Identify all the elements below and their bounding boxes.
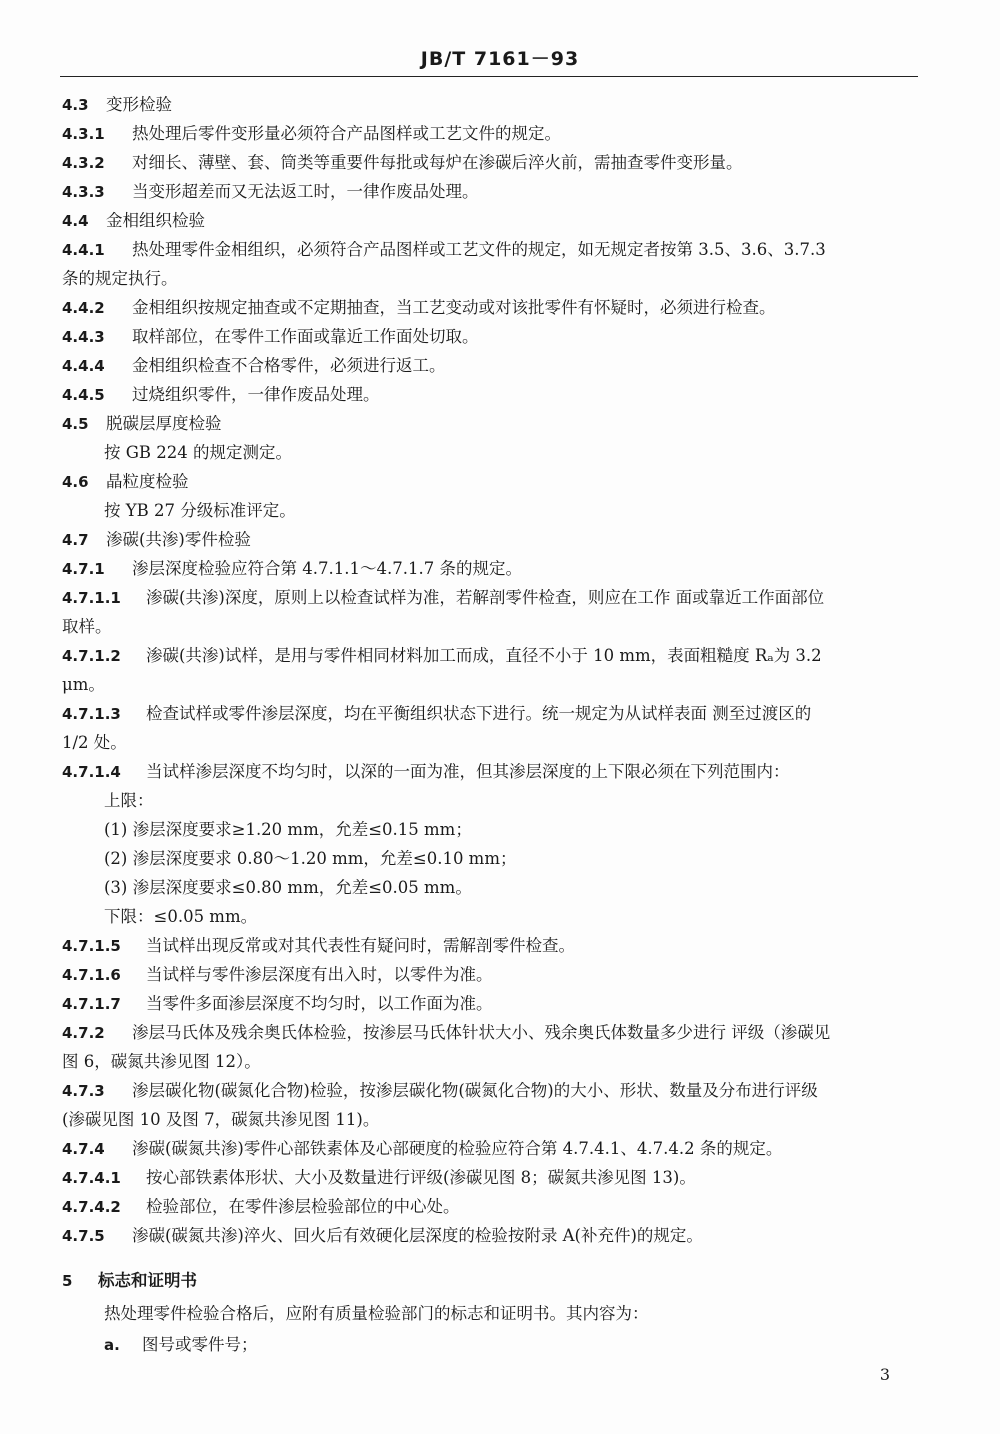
text-line [62,1330,920,1359]
header-rule [60,76,918,77]
clause-text: (2) 渗层深度要求 0.80～1.20 mm，允差≤0.10 mm； [104,849,517,868]
clause-text: 渗层碳化物(碳氮化合物)检验，按渗层碳化物(碳氮化合物)的大小、形状、数量及分布进行评级 [132,1081,818,1100]
clause-number: 4.5 [62,415,89,433]
clause-number: 4.7.1.4 [62,763,121,781]
text-line [62,351,920,380]
text-line [62,293,920,322]
text-line [62,1221,920,1250]
clause-text: 取样部位，在零件工作面或靠近工作面处切取。 [132,327,479,346]
text-line [62,90,920,119]
text-line [62,1297,920,1330]
text-line [62,1134,920,1163]
text-line [62,844,920,873]
clause-text: (1) 渗层深度要求≥1.20 mm，允差≤0.15 mm； [104,820,472,839]
text-line [62,1018,920,1047]
text-line [62,815,920,844]
clause-text: 1/2 处。 [62,733,127,752]
text-line [62,177,920,206]
text-line [62,873,920,902]
text-line [62,583,920,612]
text-line [62,757,920,786]
clause-text: 渗层马氏体及残余奥氏体检验，按渗层马氏体针状大小、残余奥氏体数量多少进行 评级（渗碳见 [132,1023,831,1042]
clause-number: 4.7.1.3 [62,705,121,723]
text-line [62,554,920,583]
clause-text: 渗层深度检验应符合第 4.7.1.1～4.7.1.7 条的规定。 [132,559,522,578]
text-line [62,931,920,960]
clause-text: 对细长、薄壁、套、筒类等重要件每批或每炉在渗碳后淬火前，需抽查零件变形量。 [132,153,743,172]
clause-text: 热处理零件金相组织，必须符合产品图样或工艺文件的规定，如无规定者按第 3.5、3.6、3.7.3 [132,240,826,259]
clause-number: 4.7.1.5 [62,937,121,955]
clause-number: 4.3.1 [62,125,105,143]
text-line [62,786,920,815]
text-line [62,264,920,293]
clause-text: 当试样与零件渗层深度有出入时，以零件为准。 [146,965,493,984]
text-line [62,322,920,351]
text-line [62,467,920,496]
text-line [62,119,920,148]
clause-number: 4.4 [62,212,89,230]
clause-text: 按 YB 27 分级标准评定。 [104,501,296,520]
clause-number: 4.4.3 [62,328,105,346]
text-line [62,1163,920,1192]
text-line [62,380,920,409]
clause-text: 检验部位，在零件渗层检验部位的中心处。 [146,1197,460,1216]
clause-heading: 变形检验 [106,95,172,114]
clause-text: μm。 [62,675,105,694]
clause-text: (渗碳见图 10 及图 7，碳氮共渗见图 11)。 [62,1110,380,1129]
text-line [62,641,920,670]
document-body [62,90,920,1359]
clause-text: 按 GB 224 的规定测定。 [104,443,293,462]
text-line [62,1192,920,1221]
clause-number: 4.7.2 [62,1024,105,1042]
clause-text: 检查试样或零件渗层深度，均在平衡组织状态下进行。统一规定为从试样表面 测至过渡区的 [146,704,812,723]
text-line [62,989,920,1018]
clause-number: 4.4.1 [62,241,105,259]
clause-text: 金相组织检查不合格零件，必须进行返工。 [132,356,446,375]
text-line [62,148,920,177]
text-line [62,612,920,641]
clause-number: 4.7.5 [62,1227,105,1245]
clause-number: 4.7.1 [62,560,105,578]
clause-heading: 标志和证明书 [98,1271,197,1290]
clause-text: 下限：≤0.05 mm。 [104,907,258,926]
text-line [62,525,920,554]
clause-number: a. [104,1336,120,1354]
clause-text: (3) 渗层深度要求≤0.80 mm，允差≤0.05 mm。 [104,878,472,897]
clause-text: 渗碳(碳氮共渗)零件心部铁素体及心部硬度的检验应符合第 4.7.4.1、4.7.4.2 条的规定。 [132,1139,783,1158]
text-line [62,902,920,931]
clause-text: 当零件多面渗层深度不均匀时，以工作面为准。 [146,994,493,1013]
text-line [62,670,920,699]
clause-text: 热处理后零件变形量必须符合产品图样或工艺文件的规定。 [132,124,561,143]
clause-text: 图号或零件号； [142,1335,258,1354]
clause-number: 5 [62,1272,73,1290]
clause-text: 渗碳(共渗)深度，原则上以检查试样为准，若解剖零件检查，则应在工作 面或靠近工作面部位 [146,588,825,607]
clause-text: 取样。 [62,617,112,636]
clause-text: 上限： [104,791,154,810]
standard-code-header: JB/T 7161－93 [420,48,580,70]
text-line [62,496,920,525]
clause-number: 4.3 [62,96,89,114]
clause-number: 4.6 [62,473,89,491]
clause-number: 4.7.1.1 [62,589,121,607]
clause-text: 图 6，碳氮共渗见图 12）。 [62,1052,261,1071]
page-number: 3 [879,1365,890,1384]
text-line [62,1105,920,1134]
clause-text: 热处理零件检验合格后，应附有质量检验部门的标志和证明书。其内容为： [104,1304,649,1323]
clause-number: 4.4.2 [62,299,105,317]
text-line [62,1047,920,1076]
clause-number: 4.7 [62,531,89,549]
text-line [62,960,920,989]
text-line [62,699,920,728]
clause-number: 4.7.4.2 [62,1198,121,1216]
clause-number: 4.7.4.1 [62,1169,121,1187]
clause-number: 4.7.4 [62,1140,105,1158]
clause-text: 按心部铁素体形状、大小及数量进行评级(渗碳见图 8；碳氮共渗见图 13)。 [146,1168,696,1187]
text-line [62,206,920,235]
clause-text: 过烧组织零件，一律作废品处理。 [132,385,380,404]
clause-number: 4.7.1.2 [62,647,121,665]
clause-heading: 金相组织检验 [106,211,205,230]
clause-number: 4.4.4 [62,357,105,375]
text-line [62,728,920,757]
clause-text: 当变形超差而又无法返工时，一律作废品处理。 [132,182,479,201]
text-line [62,235,920,264]
text-line [62,1264,920,1297]
clause-text: 条的规定执行。 [62,269,178,288]
clause-number: 4.7.3 [62,1082,105,1100]
clause-heading: 脱碳层厚度检验 [106,414,222,433]
clause-number: 4.3.2 [62,154,105,172]
clause-heading: 渗碳(共渗)零件检验 [106,530,251,549]
clause-heading: 晶粒度检验 [106,472,189,491]
clause-number: 4.7.1.7 [62,995,121,1013]
clause-text: 渗碳(碳氮共渗)淬火、回火后有效硬化层深度的检验按附录 A(补充件)的规定。 [132,1226,703,1245]
clause-text: 金相组织按规定抽查或不定期抽查，当工艺变动或对该批零件有怀疑时，必须进行检查。 [132,298,776,317]
clause-number: 4.3.3 [62,183,105,201]
text-line [62,409,920,438]
clause-text: 当试样渗层深度不均匀时，以深的一面为准，但其渗层深度的上下限必须在下列范围内： [146,762,790,781]
clause-text: 渗碳(共渗)试样，是用与零件相同材料加工而成，直径不小于 10 mm，表面粗糙度 Rₐ为 3.2 [146,646,822,665]
clause-number: 4.4.5 [62,386,105,404]
text-line [62,438,920,467]
text-line [62,1076,920,1105]
clause-text: 当试样出现反常或对其代表性有疑问时，需解剖零件检查。 [146,936,575,955]
clause-number: 4.7.1.6 [62,966,121,984]
